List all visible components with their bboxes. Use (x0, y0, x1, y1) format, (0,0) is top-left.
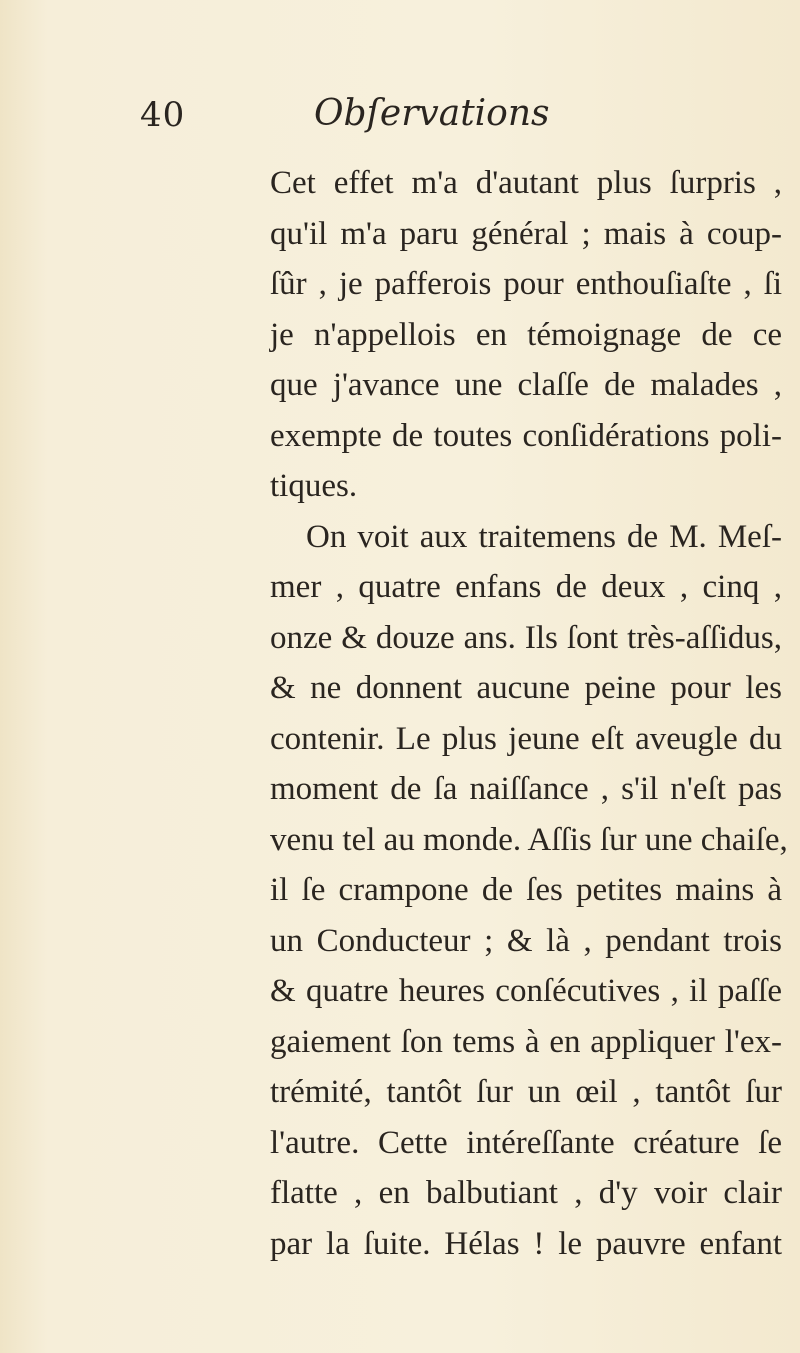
text-line: On voit aux traitemens de M. Meſ- (306, 518, 782, 555)
text-line: par la ſuite. Hélas ! le pauvre enfant (270, 1225, 782, 1262)
text-line: contenir. Le plus jeune eſt aveugle du (270, 720, 782, 757)
text-line: & ne donnent aucune peine pour les (270, 670, 782, 706)
page-number: 40 (140, 95, 186, 135)
text-line: moment de ſa naiſſance , s'il n'eſt pas (270, 771, 782, 807)
text-line: gaiement ſon tems à en appliquer l'ex- (270, 1023, 782, 1060)
body-text (270, 158, 788, 1269)
text-line: exempte de toutes conſidérations poli- (270, 417, 782, 454)
text-line: ſûr , je pafferois pour enthouſiaſte , ſi (270, 266, 782, 302)
text-line: il ſe crampone de ſes petites mains à (270, 872, 782, 908)
text-line: & quatre heures conſécutives , il paſſe (270, 973, 782, 1009)
text-line: trémité, tantôt ſur un œil , tantôt ſur (270, 1074, 782, 1110)
running-head: Obſervations (314, 93, 550, 134)
text-line: un Conducteur ; & là , pendant trois (270, 922, 782, 959)
text-line: l'autre. Cette intéreſſante créature ſe (270, 1124, 782, 1161)
text-line: mer , quatre enfans de deux , cinq , (270, 569, 782, 605)
text-line: tiques. (270, 468, 358, 504)
text-line: que j'avance une claſſe de malades , (270, 367, 782, 403)
text-line: flatte , en balbutiant , d'y voir clair (270, 1175, 782, 1211)
text-line: onze & douze ans. Ils ſont très-aſſidus, (270, 619, 782, 656)
text-line: je n'appellois en témoignage de ce (270, 316, 782, 353)
text-line: Cet effet m'a d'autant plus ſurpris , (270, 165, 782, 201)
text-line: qu'il m'a paru général ; mais à coup- (270, 215, 782, 252)
text-line: venu tel au monde. Aſſis ſur une chaiſe, (270, 821, 788, 858)
page-header (140, 95, 740, 145)
